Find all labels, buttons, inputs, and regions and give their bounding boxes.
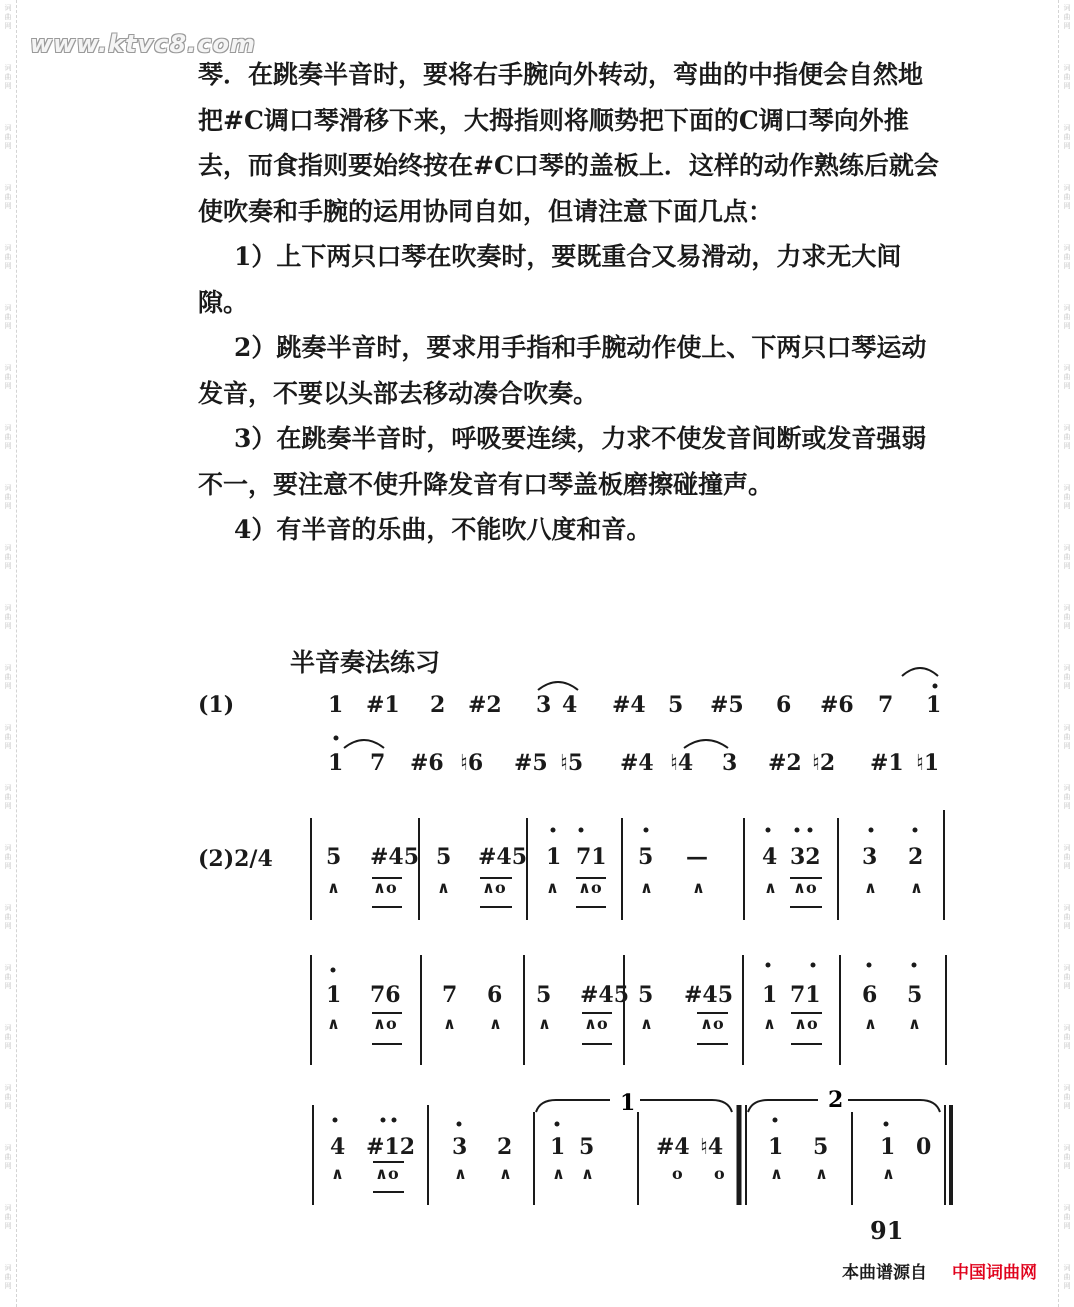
articulation-mark: ∧o: [375, 1164, 399, 1183]
articulation-mark: ∧o: [373, 1014, 397, 1033]
articulation-mark: ∧: [815, 1164, 828, 1183]
articulation-mark: ∧: [437, 878, 450, 897]
margin-mark: 词 曲 网: [4, 724, 12, 750]
note: 1: [880, 1134, 896, 1160]
articulation-mark: ∧o: [794, 1014, 818, 1033]
margin-mark: 词 曲 网: [4, 4, 12, 30]
articulation-mark: ∧: [692, 878, 705, 897]
margin-mark: 词 曲 网: [4, 1204, 12, 1230]
note: 5: [536, 982, 552, 1008]
note: 5: [326, 844, 342, 870]
margin-mark: 词 曲 网: [4, 1144, 12, 1170]
footer-source-label: 本曲谱源自: [842, 1263, 927, 1283]
margin-mark: 词 曲 网: [4, 904, 12, 930]
margin-mark: 词 曲 网: [1063, 4, 1071, 30]
margin-mark: 词 曲 网: [4, 844, 12, 870]
margin-mark: 词 曲 网: [1063, 184, 1071, 210]
margin-mark: 词 曲 网: [4, 664, 12, 690]
margin-mark: 词 曲 网: [1063, 604, 1071, 630]
note: #45: [370, 844, 420, 870]
articulation-mark: ∧: [489, 1014, 502, 1033]
margin-mark: 词 曲 网: [1063, 424, 1071, 450]
note: #45: [580, 982, 630, 1008]
margin-mark: 词 曲 网: [1063, 1024, 1071, 1050]
articulation-mark: ∧: [546, 878, 559, 897]
note: ♮5: [560, 750, 584, 776]
margin-mark: 词 曲 网: [1063, 664, 1071, 690]
note: 6: [776, 692, 792, 718]
note: 1: [328, 692, 344, 718]
note: #12: [366, 1134, 416, 1160]
note: ♮4: [700, 1134, 724, 1160]
note: #6: [410, 750, 444, 776]
note: 2: [497, 1134, 513, 1160]
margin-mark: 词 曲 网: [4, 1084, 12, 1110]
note: #1: [366, 692, 400, 718]
note: 71: [576, 844, 607, 870]
articulation-mark: ∧: [640, 878, 653, 897]
margin-mark: 词 曲 网: [1063, 1084, 1071, 1110]
note: 1: [768, 1134, 784, 1160]
note: 3: [452, 1134, 468, 1160]
note: —: [686, 844, 708, 870]
articulation-mark: ∧o: [373, 878, 397, 897]
note: #4: [620, 750, 654, 776]
margin-mark: 词 曲 网: [4, 244, 12, 270]
articulation-mark: ∧: [499, 1164, 512, 1183]
note: 1: [926, 692, 942, 718]
margin-mark: 词 曲 网: [4, 424, 12, 450]
note: 5: [436, 844, 452, 870]
note: 3: [536, 692, 552, 718]
page-number: 91: [870, 1216, 904, 1245]
note: 2: [430, 692, 446, 718]
volta-2-label: 2: [828, 1087, 844, 1113]
note: 1: [550, 1134, 566, 1160]
margin-mark: 词 曲 网: [4, 544, 12, 570]
articulation-mark: ∧: [454, 1164, 467, 1183]
margin-mark: 词 曲 网: [4, 124, 12, 150]
articulation-mark: ∧: [910, 878, 923, 897]
margin-mark: 词 曲 网: [1063, 244, 1071, 270]
note: 5: [907, 982, 923, 1008]
exercise-2-label: (2)2/4: [198, 846, 273, 872]
note: #5: [710, 692, 744, 718]
articulation-mark: ∧: [864, 1014, 877, 1033]
note-item-2: 2）跳奏半音时，要求用手指和手腕动作使上、下两只口琴运动发音，不要以头部去移动凑合吹奏。: [198, 333, 927, 408]
articulation-mark: ∧: [443, 1014, 456, 1033]
note: #2: [468, 692, 502, 718]
margin-mark: 词 曲 网: [4, 1024, 12, 1050]
articulation-mark: ∧: [538, 1014, 551, 1033]
note-item-4: 4）有半音的乐曲，不能吹八度和音。: [234, 515, 652, 544]
articulation-mark: ∧o: [578, 878, 602, 897]
note: #45: [478, 844, 528, 870]
volta-1-label: 1: [620, 1090, 636, 1116]
articulation-mark: ∧: [327, 1014, 340, 1033]
slur: [538, 682, 578, 690]
articulation-mark: ∧: [552, 1164, 565, 1183]
margin-mark: 词 曲 网: [1063, 844, 1071, 870]
margin-mark: 词 曲 网: [1063, 484, 1071, 510]
note: #1: [870, 750, 904, 776]
articulation-mark: o: [714, 1164, 725, 1183]
margin-mark: 词 曲 网: [1063, 1264, 1071, 1290]
note: 2: [908, 844, 924, 870]
note: 3: [862, 844, 878, 870]
exercise-1-label: (1): [198, 692, 235, 718]
note: 6: [862, 982, 878, 1008]
note: 6: [487, 982, 503, 1008]
margin-mark: 词 曲 网: [4, 604, 12, 630]
slur: [344, 740, 384, 748]
note-item-3: 3）在跳奏半音时，呼吸要连续，力求不使发音间断或发音强弱不一，要注意不使升降发音有口琴盖板磨擦碰撞声。: [198, 424, 927, 499]
articulation-mark: o: [672, 1164, 683, 1183]
articulation-mark: ∧o: [700, 1014, 724, 1033]
note: #5: [514, 750, 548, 776]
margin-mark: 词 曲 网: [1063, 964, 1071, 990]
articulation-mark: ∧: [764, 878, 777, 897]
note: 7: [370, 750, 386, 776]
margin-mark: 词 曲 网: [1063, 1204, 1071, 1230]
articulation-mark: ∧o: [482, 878, 506, 897]
articulation-mark: ∧: [331, 1164, 344, 1183]
articulation-mark: ∧: [908, 1014, 921, 1033]
articulation-mark: ∧o: [584, 1014, 608, 1033]
note: 3: [722, 750, 738, 776]
note: 7: [442, 982, 458, 1008]
articulation-mark: ∧: [581, 1164, 594, 1183]
note: #6: [820, 692, 854, 718]
note: ♮1: [916, 750, 940, 776]
note: 1: [762, 982, 778, 1008]
slur: [684, 740, 728, 748]
margin-mark: 词 曲 网: [1063, 1144, 1071, 1170]
note: 5: [638, 844, 654, 870]
slur: [902, 668, 938, 676]
margin-mark: 词 曲 网: [4, 304, 12, 330]
margin-mark: 词 曲 网: [4, 964, 12, 990]
note-item-1: 1）上下两只口琴在吹奏时，要既重合又易滑动，力求无大间隙。: [198, 242, 902, 317]
note: #4: [656, 1134, 690, 1160]
note: #45: [684, 982, 734, 1008]
margin-mark: 词 曲 网: [1063, 124, 1071, 150]
margin-mark: 词 曲 网: [1063, 784, 1071, 810]
note: 5: [638, 982, 654, 1008]
exercise-title: 半音奏法练习: [290, 648, 441, 677]
articulation-mark: ∧: [864, 878, 877, 897]
note: 1: [326, 982, 342, 1008]
note: #2: [768, 750, 802, 776]
note: ♮6: [460, 750, 484, 776]
margin-mark: 词 曲 网: [1063, 544, 1071, 570]
articulation-mark: ∧: [640, 1014, 653, 1033]
margin-mark: 词 曲 网: [1063, 904, 1071, 930]
note: 0: [916, 1134, 932, 1160]
margin-mark: 词 曲 网: [4, 64, 12, 90]
margin-mark: 词 曲 网: [1063, 64, 1071, 90]
note: ♮4: [670, 750, 694, 776]
note: #4: [612, 692, 646, 718]
articulation-mark: ∧: [770, 1164, 783, 1183]
note: 5: [668, 692, 684, 718]
note: ♮2: [812, 750, 836, 776]
margin-mark: 词 曲 网: [1063, 304, 1071, 330]
note: 4: [562, 692, 578, 718]
footer-site-name: 中国词曲网: [952, 1263, 1037, 1283]
articulation-mark: ∧: [882, 1164, 895, 1183]
margin-mark: 词 曲 网: [4, 784, 12, 810]
note: 5: [579, 1134, 595, 1160]
margin-mark: 词 曲 网: [1063, 724, 1071, 750]
site-watermark: www.ktvc8.com: [30, 30, 256, 58]
note: 5: [813, 1134, 829, 1160]
note: 4: [330, 1134, 346, 1160]
margin-mark: 词 曲 网: [4, 364, 12, 390]
articulation-mark: ∧: [327, 878, 340, 897]
note: 71: [790, 982, 821, 1008]
note: 32: [790, 844, 821, 870]
articulation-mark: ∧: [763, 1014, 776, 1033]
margin-mark: 词 曲 网: [4, 484, 12, 510]
note: 1: [328, 750, 344, 776]
note: 7: [878, 692, 894, 718]
margin-mark: 词 曲 网: [4, 184, 12, 210]
margin-mark: 词 曲 网: [1063, 364, 1071, 390]
margin-mark: 词 曲 网: [4, 1264, 12, 1290]
note: 4: [762, 844, 778, 870]
note: 1: [546, 844, 562, 870]
intro-paragraph: 琴．在跳奏半音时，要将右手腕向外转动，弯曲的中指便会自然地把#C调口琴滑移下来，大拇指则将顺势把下面的C调口琴向外推去，而食指则要始终按在#C口琴的盖板上．这样的动作熟练后就会使吹奏和手腕的运用协同自如，但请注意下面几点：: [198, 60, 939, 226]
note: 76: [370, 982, 401, 1008]
articulation-mark: ∧o: [793, 878, 817, 897]
